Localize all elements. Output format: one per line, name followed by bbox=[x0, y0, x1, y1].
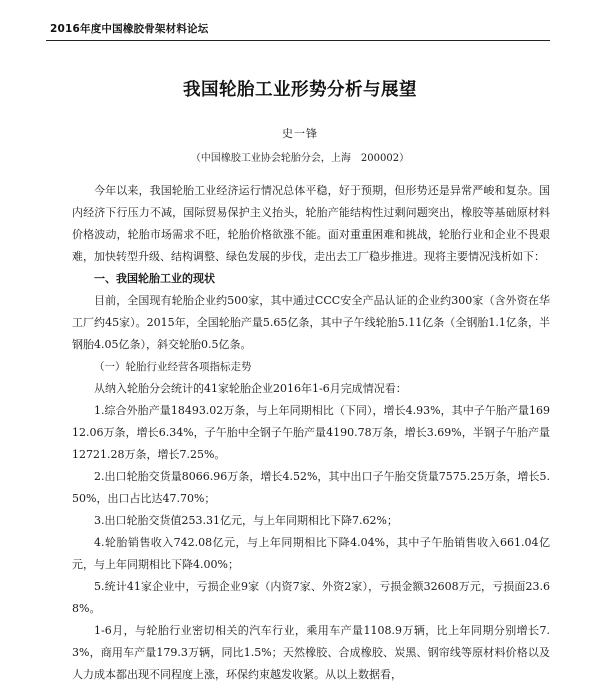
article-affiliation: （中国橡胶工业协会轮胎分会，上海 200002） bbox=[190, 153, 410, 164]
list-item: 4.轮胎销售收入742.08亿元，与上年同期相比下降4.04%，其中子午胎销售收入661.04亿元，与上年同期相比下降4.00%； bbox=[72, 536, 550, 571]
intro-paragraph: 今年以来，我国轮胎工业经济运行情况总体平稳，好于预期，但形势还是异常严峻和复杂。国内经济下行压力不减，国际贸易保护主义抬头，轮胎产能结构性过剩问题突出，橡胶等基础原材料价格波动，轮胎市场需求不旺，轮胎价格欲涨不能。面对重重困难和挑战，轮胎行业和企业不畏艰难，加快转型升级、结构调整、绿色发展的步伐，走出去工厂稳步推进。现将主要情况浅析如下： bbox=[72, 184, 550, 263]
list-item: 2.出口轮胎交货量8066.96万条，增长4.52%，其中出口子午胎交货量7575.25万条，增长5.50%，出口占比达47.70%； bbox=[72, 470, 550, 505]
section-paragraph: 目前，全国现有轮胎企业约500家，其中通过CCC安全产品认证的企业约300家（含外资在华工厂约45家）。2015年，全国轮胎产量5.65亿条，其中子午线轮胎5.11亿条（全钢胎1.1亿条，半钢胎4.05亿条），斜交轮胎0.5亿条。 bbox=[72, 294, 550, 351]
subsection-heading: （一）轮胎行业经营各项指标走势 bbox=[94, 361, 252, 373]
list-item: 5.统计41家企业中，亏损企业9家（内资7家、外资2家），亏损金额32608万元，亏损面23.68%。 bbox=[72, 580, 550, 615]
article-author: 史一锋 bbox=[282, 127, 318, 140]
list-item: 3.出口轮胎交货值253.31亿元，与上年同期相比下降7.62%； bbox=[94, 514, 398, 527]
closing-paragraph: 1-6月，与轮胎行业密切相关的汽车行业，乘用车产量1108.9万辆，比上年同期分别增长7.3%，商用车产量179.3万辆，同比1.5%；天然橡胶、合成橡胶、炭黑、钢帘线等原材料价格以及人力成本都出现不同程度上涨，环保约束越发收紧。从以上数据看， bbox=[72, 624, 550, 681]
subsection-paragraph: 从纳入轮胎分会统计的41家轮胎企业2016年1-6月完成情况看： bbox=[94, 382, 407, 395]
header-rule bbox=[46, 40, 550, 41]
article-title: 我国轮胎工业形势分析与展望 bbox=[183, 80, 417, 100]
article-body bbox=[72, 180, 550, 686]
running-header: 2016年度中国橡胶骨架材料论坛 bbox=[50, 23, 209, 35]
list-item: 1.综合外胎产量18493.02万条，与上年同期相比（下同），增长4.93%，其中子午胎产量16912.06万条，增长6.34%，子午胎中全钢子午胎产量4190.78万条，增长3.69%，半钢子午胎产量12721.28万条，增长7.25%。 bbox=[72, 404, 550, 461]
section-heading: 一、我国轮胎工业的现状 bbox=[94, 272, 215, 285]
